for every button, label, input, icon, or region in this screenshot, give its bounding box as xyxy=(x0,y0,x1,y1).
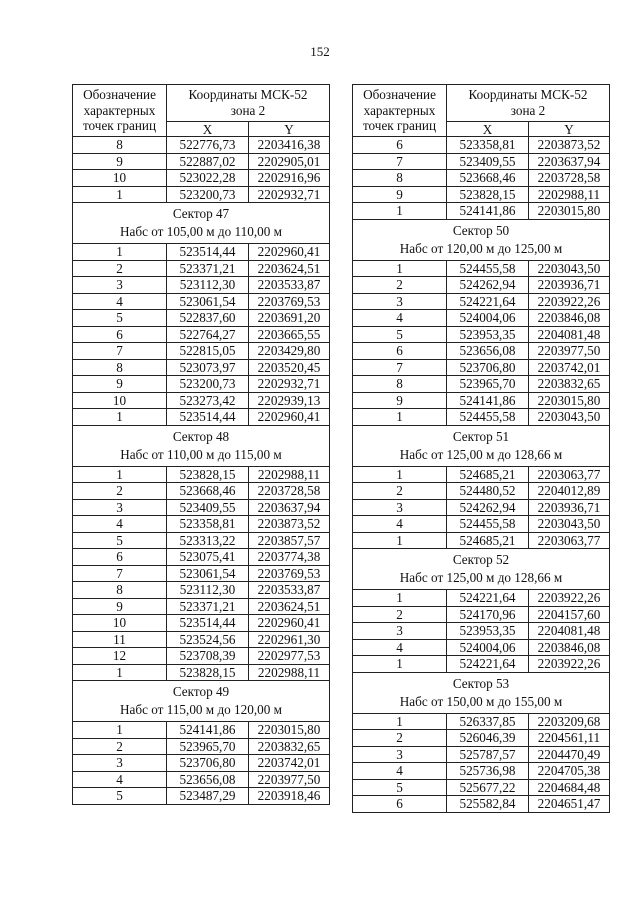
table-row xyxy=(353,639,610,656)
y-coordinate-cell: 2204081,48 xyxy=(529,623,610,640)
y-coordinate-cell: 2203832,65 xyxy=(249,738,330,755)
point-number-cell: 5 xyxy=(353,779,447,796)
x-coordinate-cell: 523514,44 xyxy=(167,615,249,632)
y-coordinate-cell: 2203015,80 xyxy=(249,722,330,739)
point-number-cell: 1 xyxy=(73,186,167,203)
point-number-cell: 1 xyxy=(73,664,167,681)
table-row xyxy=(73,409,330,426)
coordinates-table-right xyxy=(352,84,610,813)
x-coordinate-cell: 524221,64 xyxy=(447,590,529,607)
table-row xyxy=(353,153,610,170)
y-column-header: Y xyxy=(249,122,330,137)
table-row xyxy=(73,631,330,648)
point-number-cell: 10 xyxy=(73,615,167,632)
point-number-cell: 3 xyxy=(353,746,447,763)
point-number-cell: 4 xyxy=(73,293,167,310)
table-row xyxy=(73,648,330,665)
sector-heading-row xyxy=(353,425,610,466)
table-row xyxy=(353,606,610,623)
y-coordinate-cell: 2203624,51 xyxy=(249,598,330,615)
point-number-cell: 2 xyxy=(73,260,167,277)
table-row xyxy=(73,466,330,483)
point-number-cell: 3 xyxy=(353,499,447,516)
x-coordinate-cell: 523061,54 xyxy=(167,565,249,582)
point-number-cell: 5 xyxy=(353,326,447,343)
point-number-cell: 7 xyxy=(353,359,447,376)
sector-heading-row xyxy=(73,425,330,466)
x-coordinate-cell: 523112,30 xyxy=(167,582,249,599)
x-coordinate-cell: 523828,15 xyxy=(447,186,529,203)
table-row xyxy=(353,499,610,516)
table-row xyxy=(73,359,330,376)
y-coordinate-cell: 2204157,60 xyxy=(529,606,610,623)
y-coordinate-cell: 2204684,48 xyxy=(529,779,610,796)
x-coordinate-cell: 525736,98 xyxy=(447,763,529,780)
point-number-cell: 1 xyxy=(73,722,167,739)
table-row xyxy=(73,392,330,409)
x-coordinate-cell: 523022,28 xyxy=(167,170,249,187)
point-number-cell: 1 xyxy=(73,466,167,483)
table-row xyxy=(353,277,610,294)
y-coordinate-cell: 2203416,38 xyxy=(249,137,330,154)
sector-title: Сектор 52 xyxy=(452,552,510,567)
table-row xyxy=(73,598,330,615)
point-number-cell: 1 xyxy=(353,656,447,673)
point-number-cell: 8 xyxy=(73,359,167,376)
x-coordinate-cell: 523668,46 xyxy=(447,170,529,187)
point-number-cell: 4 xyxy=(353,763,447,780)
y-coordinate-cell: 2203043,50 xyxy=(529,516,610,533)
sector-title: Сектор 48 xyxy=(172,428,230,444)
x-coordinate-cell: 526046,39 xyxy=(447,730,529,747)
table-row xyxy=(73,343,330,360)
point-number-cell: 9 xyxy=(353,186,447,203)
point-number-cell: 9 xyxy=(73,376,167,393)
point-number-cell: 2 xyxy=(353,483,447,500)
y-coordinate-cell: 2203769,53 xyxy=(249,565,330,582)
y-coordinate-cell: 2202988,11 xyxy=(529,186,610,203)
y-coordinate-cell: 2203637,94 xyxy=(529,153,610,170)
table-row xyxy=(73,483,330,500)
table-row xyxy=(353,483,610,500)
x-coordinate-cell: 523075,41 xyxy=(167,549,249,566)
point-number-cell: 1 xyxy=(73,244,167,261)
table-row xyxy=(353,260,610,277)
y-coordinate-cell: 2203873,52 xyxy=(249,516,330,533)
point-number-cell: 3 xyxy=(73,499,167,516)
sector-heading-row xyxy=(73,681,330,722)
point-number-cell: 6 xyxy=(73,326,167,343)
y-column-header: Y xyxy=(529,122,610,137)
x-coordinate-cell: 523371,21 xyxy=(167,260,249,277)
point-number-cell: 4 xyxy=(73,771,167,788)
point-number-cell: 2 xyxy=(353,277,447,294)
x-column-header: X xyxy=(167,122,249,137)
point-number-cell: 8 xyxy=(73,137,167,154)
point-number-cell: 6 xyxy=(353,343,447,360)
point-number-cell: 1 xyxy=(353,409,447,426)
point-number-cell: 8 xyxy=(353,170,447,187)
sector-height-range: Набс от 150,00 м до 155,00 м xyxy=(399,693,563,709)
table-row xyxy=(73,615,330,632)
point-number-cell: 9 xyxy=(73,598,167,615)
x-coordinate-cell: 523656,08 xyxy=(447,343,529,360)
coordinates-column-header: Координаты МСК-52 зона 2 xyxy=(167,85,330,122)
y-coordinate-cell: 2203922,26 xyxy=(529,590,610,607)
point-number-cell: 9 xyxy=(73,153,167,170)
y-coordinate-cell: 2202939,13 xyxy=(249,392,330,409)
table-row xyxy=(73,549,330,566)
table-row xyxy=(353,186,610,203)
x-coordinate-cell: 525677,22 xyxy=(447,779,529,796)
points-column-header: Обозначение характерных точек границ xyxy=(73,85,167,137)
sector-heading-row xyxy=(73,203,330,244)
table-row xyxy=(73,244,330,261)
y-coordinate-cell: 2203873,52 xyxy=(529,137,610,154)
sector-title: Сектор 47 xyxy=(172,206,230,221)
point-number-cell: 9 xyxy=(353,392,447,409)
table-row xyxy=(353,532,610,549)
point-number-cell: 2 xyxy=(353,730,447,747)
point-number-cell: 7 xyxy=(353,153,447,170)
x-coordinate-cell: 523200,73 xyxy=(167,186,249,203)
x-coordinate-cell: 522776,73 xyxy=(167,137,249,154)
x-coordinate-cell: 525582,84 xyxy=(447,796,529,813)
y-coordinate-cell: 2203977,50 xyxy=(249,771,330,788)
x-coordinate-cell: 524141,86 xyxy=(167,722,249,739)
table-row xyxy=(73,565,330,582)
y-coordinate-cell: 2203015,80 xyxy=(529,392,610,409)
y-coordinate-cell: 2203769,53 xyxy=(249,293,330,310)
table-row xyxy=(353,516,610,533)
x-coordinate-cell: 523273,42 xyxy=(167,392,249,409)
point-number-cell: 2 xyxy=(73,483,167,500)
sector-height-range: Набс от 125,00 м до 128,66 м xyxy=(399,446,563,462)
y-coordinate-cell: 2203043,50 xyxy=(529,260,610,277)
point-number-cell: 10 xyxy=(73,392,167,409)
y-coordinate-cell: 2202932,71 xyxy=(249,186,330,203)
table-row xyxy=(353,730,610,747)
x-coordinate-cell: 523371,21 xyxy=(167,598,249,615)
x-coordinate-cell: 523706,80 xyxy=(167,755,249,772)
x-coordinate-cell: 523668,46 xyxy=(167,483,249,500)
x-coordinate-cell: 524262,94 xyxy=(447,499,529,516)
sector-height-range: Набс от 125,00 м до 128,66 м xyxy=(399,570,563,585)
x-coordinate-cell: 524685,21 xyxy=(447,532,529,549)
y-coordinate-cell: 2203936,71 xyxy=(529,277,610,294)
y-coordinate-cell: 2203209,68 xyxy=(529,713,610,730)
y-coordinate-cell: 2203846,08 xyxy=(529,639,610,656)
sector-heading xyxy=(353,219,610,260)
point-number-cell: 2 xyxy=(353,606,447,623)
sector-height-range: Набс от 115,00 м до 120,00 м xyxy=(120,702,282,717)
point-number-cell: 1 xyxy=(353,713,447,730)
y-coordinate-cell: 2203429,80 xyxy=(249,343,330,360)
y-coordinate-cell: 2203936,71 xyxy=(529,499,610,516)
y-coordinate-cell: 2203977,50 xyxy=(529,343,610,360)
table-row xyxy=(353,590,610,607)
point-number-cell: 3 xyxy=(353,623,447,640)
point-number-cell: 6 xyxy=(73,549,167,566)
x-coordinate-cell: 523061,54 xyxy=(167,293,249,310)
x-coordinate-cell: 522764,27 xyxy=(167,326,249,343)
y-coordinate-cell: 2203922,26 xyxy=(529,656,610,673)
y-coordinate-cell: 2203922,26 xyxy=(529,293,610,310)
table-row xyxy=(353,466,610,483)
sector-heading xyxy=(73,203,330,244)
sector-height-range: Набс от 120,00 м до 125,00 м xyxy=(399,240,563,256)
y-coordinate-cell: 2203043,50 xyxy=(529,409,610,426)
x-coordinate-cell: 523200,73 xyxy=(167,376,249,393)
point-number-cell: 6 xyxy=(353,137,447,154)
y-coordinate-cell: 2203533,87 xyxy=(249,277,330,294)
table-row xyxy=(73,755,330,772)
x-coordinate-cell: 523514,44 xyxy=(167,244,249,261)
x-coordinate-cell: 522837,60 xyxy=(167,310,249,327)
x-coordinate-cell: 523409,55 xyxy=(447,153,529,170)
table-row xyxy=(353,359,610,376)
table-row xyxy=(73,293,330,310)
table-row xyxy=(353,779,610,796)
x-coordinate-cell: 522815,05 xyxy=(167,343,249,360)
y-coordinate-cell: 2202961,30 xyxy=(249,631,330,648)
point-number-cell: 10 xyxy=(73,170,167,187)
y-coordinate-cell: 2203918,46 xyxy=(249,788,330,805)
y-coordinate-cell: 2202960,41 xyxy=(249,615,330,632)
point-number-cell: 1 xyxy=(353,590,447,607)
sector-heading xyxy=(73,425,330,466)
y-coordinate-cell: 2202916,96 xyxy=(249,170,330,187)
table-row xyxy=(353,623,610,640)
table-row xyxy=(353,343,610,360)
x-coordinate-cell: 523514,44 xyxy=(167,409,249,426)
sector-title: Сектор 53 xyxy=(452,675,510,691)
table-row xyxy=(73,310,330,327)
point-number-cell: 5 xyxy=(73,310,167,327)
table-row xyxy=(353,376,610,393)
table-row xyxy=(73,532,330,549)
x-coordinate-cell: 523953,35 xyxy=(447,326,529,343)
y-coordinate-cell: 2204470,49 xyxy=(529,746,610,763)
table-row xyxy=(353,763,610,780)
sector-title: Сектор 49 xyxy=(172,684,230,699)
point-number-cell: 1 xyxy=(353,203,447,220)
y-coordinate-cell: 2202960,41 xyxy=(249,244,330,261)
table-row xyxy=(73,277,330,294)
table-row xyxy=(353,326,610,343)
x-coordinate-cell: 524221,64 xyxy=(447,656,529,673)
coordinates-table-left xyxy=(72,84,330,805)
y-coordinate-cell: 2202977,53 xyxy=(249,648,330,665)
x-coordinate-cell: 523409,55 xyxy=(167,499,249,516)
sector-heading-row xyxy=(353,549,610,590)
sector-height-range: Набс от 110,00 м до 115,00 м xyxy=(120,446,282,462)
y-coordinate-cell: 2204705,38 xyxy=(529,763,610,780)
y-coordinate-cell: 2203665,55 xyxy=(249,326,330,343)
table-row xyxy=(353,293,610,310)
x-coordinate-cell: 523487,29 xyxy=(167,788,249,805)
point-number-cell: 12 xyxy=(73,648,167,665)
y-coordinate-cell: 2203832,65 xyxy=(529,376,610,393)
table-row xyxy=(353,203,610,220)
table-row xyxy=(73,499,330,516)
table-row xyxy=(73,153,330,170)
table-row xyxy=(73,376,330,393)
sector-heading xyxy=(353,549,610,590)
x-coordinate-cell: 524004,06 xyxy=(447,639,529,656)
point-number-cell: 7 xyxy=(73,565,167,582)
point-number-cell: 5 xyxy=(73,532,167,549)
sector-title: Сектор 50 xyxy=(452,222,510,238)
y-coordinate-cell: 2202905,01 xyxy=(249,153,330,170)
point-number-cell: 8 xyxy=(73,582,167,599)
sector-title: Сектор 51 xyxy=(452,428,510,444)
x-coordinate-cell: 523358,81 xyxy=(167,516,249,533)
x-coordinate-cell: 524170,96 xyxy=(447,606,529,623)
coordinates-column-header: Координаты МСК-52 зона 2 xyxy=(447,85,610,122)
points-column-header: Обозначение характерных точек границ xyxy=(353,85,447,137)
y-coordinate-cell: 2202988,11 xyxy=(249,664,330,681)
y-coordinate-cell: 2203728,58 xyxy=(249,483,330,500)
y-coordinate-cell: 2203015,80 xyxy=(529,203,610,220)
y-coordinate-cell: 2203533,87 xyxy=(249,582,330,599)
x-coordinate-cell: 523313,22 xyxy=(167,532,249,549)
x-coordinate-cell: 524455,58 xyxy=(447,260,529,277)
x-coordinate-cell: 522887,02 xyxy=(167,153,249,170)
table-row xyxy=(73,260,330,277)
table-row xyxy=(353,656,610,673)
y-coordinate-cell: 2202988,11 xyxy=(249,466,330,483)
table-row xyxy=(73,170,330,187)
x-coordinate-cell: 524141,86 xyxy=(447,203,529,220)
point-number-cell: 1 xyxy=(353,466,447,483)
y-coordinate-cell: 2204081,48 xyxy=(529,326,610,343)
table-row xyxy=(353,746,610,763)
table-row xyxy=(353,137,610,154)
table-row xyxy=(73,137,330,154)
x-coordinate-cell: 524262,94 xyxy=(447,277,529,294)
y-coordinate-cell: 2204012,89 xyxy=(529,483,610,500)
x-coordinate-cell: 524004,06 xyxy=(447,310,529,327)
point-number-cell: 5 xyxy=(73,788,167,805)
table-row xyxy=(73,516,330,533)
sector-heading-row xyxy=(353,219,610,260)
x-coordinate-cell: 523524,56 xyxy=(167,631,249,648)
table-row xyxy=(353,713,610,730)
y-coordinate-cell: 2203742,01 xyxy=(529,359,610,376)
page-number: 152 xyxy=(310,44,330,59)
point-number-cell: 11 xyxy=(73,631,167,648)
sector-heading-row xyxy=(353,672,610,713)
table-row xyxy=(73,738,330,755)
point-number-cell: 2 xyxy=(73,738,167,755)
y-coordinate-cell: 2203857,57 xyxy=(249,532,330,549)
x-coordinate-cell: 523953,35 xyxy=(447,623,529,640)
x-coordinate-cell: 523706,80 xyxy=(447,359,529,376)
y-coordinate-cell: 2203774,38 xyxy=(249,549,330,566)
y-coordinate-cell: 2204651,47 xyxy=(529,796,610,813)
x-column-header: X xyxy=(447,122,529,137)
point-number-cell: 4 xyxy=(73,516,167,533)
point-number-cell: 4 xyxy=(353,639,447,656)
point-number-cell: 4 xyxy=(353,310,447,327)
point-number-cell: 7 xyxy=(73,343,167,360)
point-number-cell: 8 xyxy=(353,376,447,393)
y-coordinate-cell: 2203063,77 xyxy=(529,466,610,483)
table-row xyxy=(73,326,330,343)
y-coordinate-cell: 2203728,58 xyxy=(529,170,610,187)
table-row xyxy=(73,771,330,788)
x-coordinate-cell: 525787,57 xyxy=(447,746,529,763)
point-number-cell: 3 xyxy=(73,277,167,294)
x-coordinate-cell: 524685,21 xyxy=(447,466,529,483)
y-coordinate-cell: 2203742,01 xyxy=(249,755,330,772)
y-coordinate-cell: 2203691,20 xyxy=(249,310,330,327)
table-row xyxy=(353,170,610,187)
x-coordinate-cell: 524480,52 xyxy=(447,483,529,500)
x-coordinate-cell: 523828,15 xyxy=(167,466,249,483)
y-coordinate-cell: 2203637,94 xyxy=(249,499,330,516)
y-coordinate-cell: 2203624,51 xyxy=(249,260,330,277)
point-number-cell: 3 xyxy=(353,293,447,310)
sector-heading xyxy=(73,681,330,722)
x-coordinate-cell: 524141,86 xyxy=(447,392,529,409)
x-coordinate-cell: 523112,30 xyxy=(167,277,249,294)
point-number-cell: 1 xyxy=(73,409,167,426)
table-row xyxy=(73,582,330,599)
y-coordinate-cell: 2204561,11 xyxy=(529,730,610,747)
point-number-cell: 3 xyxy=(73,755,167,772)
table-row xyxy=(353,796,610,813)
point-number-cell: 6 xyxy=(353,796,447,813)
table-row xyxy=(73,722,330,739)
sector-heading xyxy=(353,425,610,466)
sector-height-range: Набс от 105,00 м до 110,00 м xyxy=(120,224,282,239)
y-coordinate-cell: 2202960,41 xyxy=(249,409,330,426)
x-coordinate-cell: 523358,81 xyxy=(447,137,529,154)
x-coordinate-cell: 524455,58 xyxy=(447,409,529,426)
table-row xyxy=(353,310,610,327)
x-coordinate-cell: 524455,58 xyxy=(447,516,529,533)
table-row xyxy=(73,788,330,805)
x-coordinate-cell: 523828,15 xyxy=(167,664,249,681)
x-coordinate-cell: 523073,97 xyxy=(167,359,249,376)
table-row xyxy=(353,409,610,426)
table-row xyxy=(73,186,330,203)
x-coordinate-cell: 523965,70 xyxy=(167,738,249,755)
x-coordinate-cell: 526337,85 xyxy=(447,713,529,730)
point-number-cell: 4 xyxy=(353,516,447,533)
point-number-cell: 1 xyxy=(353,532,447,549)
x-coordinate-cell: 523656,08 xyxy=(167,771,249,788)
x-coordinate-cell: 523965,70 xyxy=(447,376,529,393)
x-coordinate-cell: 523708,39 xyxy=(167,648,249,665)
table-row xyxy=(353,392,610,409)
y-coordinate-cell: 2203520,45 xyxy=(249,359,330,376)
table-row xyxy=(73,664,330,681)
y-coordinate-cell: 2203063,77 xyxy=(529,532,610,549)
x-coordinate-cell: 524221,64 xyxy=(447,293,529,310)
sector-heading xyxy=(353,672,610,713)
y-coordinate-cell: 2202932,71 xyxy=(249,376,330,393)
point-number-cell: 1 xyxy=(353,260,447,277)
y-coordinate-cell: 2203846,08 xyxy=(529,310,610,327)
